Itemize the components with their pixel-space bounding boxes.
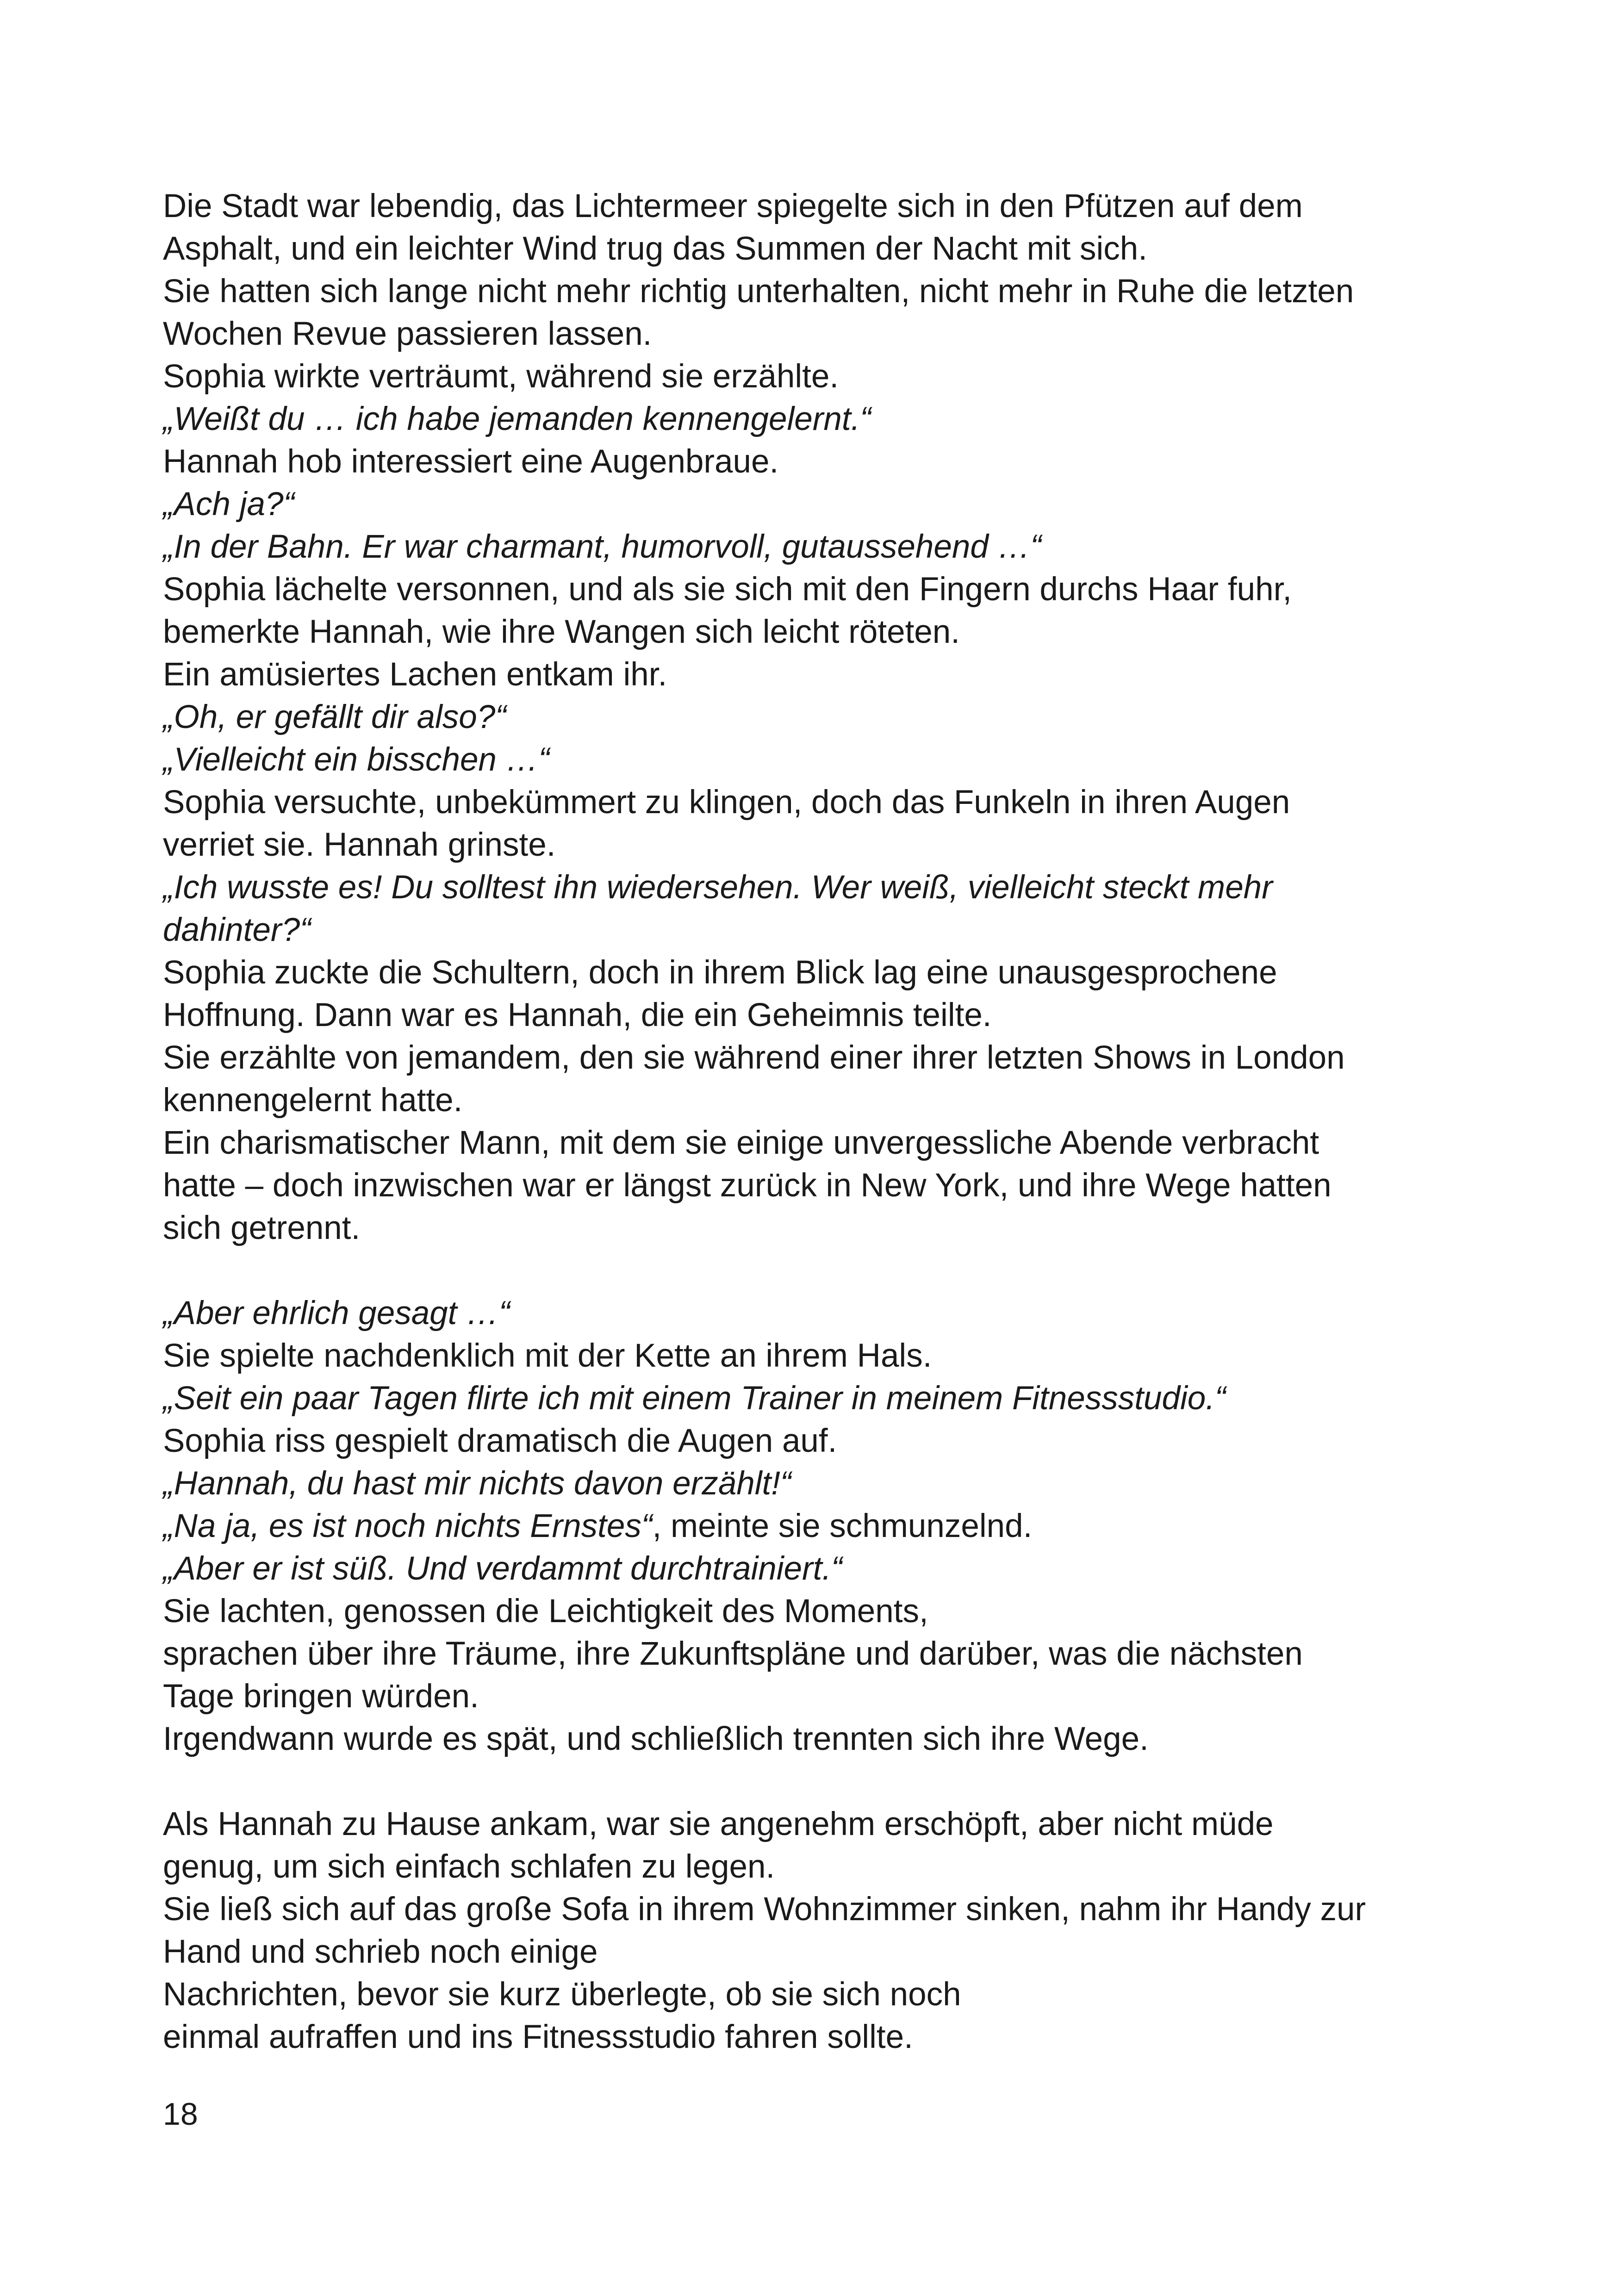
text-line xyxy=(163,1803,1459,1846)
text-line xyxy=(163,441,1459,483)
narration-text: Sie spielte nachdenklich mit der Kette an ihrem Hals. xyxy=(163,1338,932,1374)
text-line xyxy=(163,526,1459,568)
text-line xyxy=(163,1122,1459,1164)
text-line xyxy=(163,781,1459,824)
dialogue-text: „Ach ja?“ xyxy=(163,486,295,523)
narration-text: Als Hannah zu Hause ankam, war sie angenehm erschöpft, aber nicht müde xyxy=(163,1806,1274,1842)
narration-text: Sophia zuckte die Schultern, doch in ihrem Blick lag eine unausgesprochene xyxy=(163,954,1277,991)
narration-text: Wochen Revue passieren lassen. xyxy=(163,316,652,352)
narration-text: Sie erzählte von jemandem, den sie während einer ihrer letzten Shows in London xyxy=(163,1039,1345,1076)
dialogue-text: „Na ja, es ist noch nichts Ernstes“ xyxy=(163,1508,653,1544)
blank-line xyxy=(163,1250,1459,1292)
narration-text: Sie hatten sich lange nicht mehr richtig unterhalten, nicht mehr in Ruhe die letzten xyxy=(163,273,1354,310)
text-line xyxy=(163,1462,1459,1505)
dialogue-text: „Aber er ist süß. Und verdammt durchtrainiert.“ xyxy=(163,1550,842,1587)
narration-text: Tage bringen würden. xyxy=(163,1678,479,1715)
text-line xyxy=(163,739,1459,781)
blank-line xyxy=(163,1761,1459,1803)
text-line xyxy=(163,483,1459,526)
dialogue-text: „Ich wusste es! Du solltest ihn wiedersehen. Wer weiß, vielleicht steckt mehr xyxy=(163,869,1273,906)
text-line xyxy=(163,1633,1459,1675)
narration-text: Asphalt, und ein leichter Wind trug das Summen der Nacht mit sich. xyxy=(163,230,1148,267)
text-line xyxy=(163,1973,1459,2016)
text-line xyxy=(163,696,1459,739)
text-line xyxy=(163,909,1459,952)
dialogue-text: „Weißt du … ich habe jemanden kennengelernt.“ xyxy=(163,401,871,437)
text-line xyxy=(163,1377,1459,1420)
narration-text: Ein amüsiertes Lachen entkam ihr. xyxy=(163,656,667,693)
narration-text: einmal aufraffen und ins Fitnessstudio fahren sollte. xyxy=(163,2019,913,2055)
narration-text: Hoffnung. Dann war es Hannah, die ein Geheimnis teilte. xyxy=(163,997,992,1033)
dialogue-text: „Aber ehrlich gesagt …“ xyxy=(163,1295,510,1332)
text-line xyxy=(163,1505,1459,1548)
text-line xyxy=(163,1164,1459,1207)
text-line xyxy=(163,1548,1459,1590)
narration-text: Sophia wirkte verträumt, während sie erzählte. xyxy=(163,358,839,395)
text-line xyxy=(163,270,1459,313)
text-line xyxy=(163,2016,1459,2059)
text-line xyxy=(163,355,1459,398)
narration-text: Sophia lächelte versonnen, und als sie sich mit den Fingern durchs Haar fuhr, xyxy=(163,571,1292,608)
narration-text: sich getrennt. xyxy=(163,1210,361,1246)
dialogue-text: dahinter?“ xyxy=(163,912,311,948)
dialogue-text: „Seit ein paar Tagen flirte ich mit einem Trainer in meinem Fitnessstudio.“ xyxy=(163,1380,1226,1417)
narration-text: kennengelernt hatte. xyxy=(163,1082,463,1119)
narration-text: bemerkte Hannah, wie ihre Wangen sich leicht röteten. xyxy=(163,614,960,650)
text-line xyxy=(163,313,1459,355)
text-line xyxy=(163,228,1459,270)
narration-text: Sophia riss gespielt dramatisch die Augen auf. xyxy=(163,1423,837,1459)
text-line xyxy=(163,1888,1459,1931)
dialogue-text: „In der Bahn. Er war charmant, humorvoll, gutaussehend …“ xyxy=(163,529,1042,565)
text-line xyxy=(163,1718,1459,1761)
dialogue-text: „Oh, er gefällt dir also?“ xyxy=(163,699,506,735)
text-line xyxy=(163,653,1459,696)
page-number: 18 xyxy=(163,2097,198,2132)
text-line xyxy=(163,952,1459,994)
narration-text: verriet sie. Hannah grinste. xyxy=(163,827,556,863)
narration-text: Sie lachten, genossen die Leichtigkeit des Moments, xyxy=(163,1593,928,1630)
narration-text: Die Stadt war lebendig, das Lichtermeer spiegelte sich in den Pfützen auf dem xyxy=(163,188,1303,224)
narration-text: Sophia versuchte, unbekümmert zu klingen, doch das Funkeln in ihren Augen xyxy=(163,784,1290,821)
text-line xyxy=(163,866,1459,909)
text-line xyxy=(163,1292,1459,1335)
text-line xyxy=(163,568,1459,611)
text-line xyxy=(163,1846,1459,1888)
text-line xyxy=(163,1079,1459,1122)
text-line xyxy=(163,185,1459,228)
narration-text: Hand und schrieb noch einige xyxy=(163,1934,598,1970)
text-line xyxy=(163,1335,1459,1377)
narration-text: sprachen über ihre Träume, ihre Zukunftspläne und darüber, was die nächsten xyxy=(163,1636,1303,1672)
narration-text: Ein charismatischer Mann, mit dem sie einige unvergessliche Abende verbracht xyxy=(163,1125,1319,1161)
narration-text: Nachrichten, bevor sie kurz überlegte, ob sie sich noch xyxy=(163,1976,961,2013)
dialogue-text: „Vielleicht ein bisschen …“ xyxy=(163,741,550,778)
dialogue-text: „Hannah, du hast mir nichts davon erzählt!“ xyxy=(163,1465,791,1502)
text-line xyxy=(163,398,1459,441)
narration-text: hatte – doch inzwischen war er längst zurück in New York, und ihre Wege hatten xyxy=(163,1167,1332,1204)
text-line xyxy=(163,994,1459,1037)
text-line xyxy=(163,1420,1459,1462)
text-line xyxy=(163,1931,1459,1973)
text-line xyxy=(163,611,1459,653)
narration-text: Sie ließ sich auf das große Sofa in ihrem Wohnzimmer sinken, nahm ihr Handy zur xyxy=(163,1891,1366,1928)
narration-text: genug, um sich einfach schlafen zu legen. xyxy=(163,1848,775,1885)
body-text xyxy=(163,185,1459,2059)
text-line xyxy=(163,1590,1459,1633)
text-line xyxy=(163,1207,1459,1250)
text-line xyxy=(163,824,1459,866)
text-line xyxy=(163,1675,1459,1718)
text-line xyxy=(163,1037,1459,1079)
narration-text: Irgendwann wurde es spät, und schließlich trennten sich ihre Wege. xyxy=(163,1721,1149,1757)
narration-text: , meinte sie schmunzelnd. xyxy=(652,1508,1033,1544)
narration-text: Hannah hob interessiert eine Augenbraue. xyxy=(163,443,779,480)
